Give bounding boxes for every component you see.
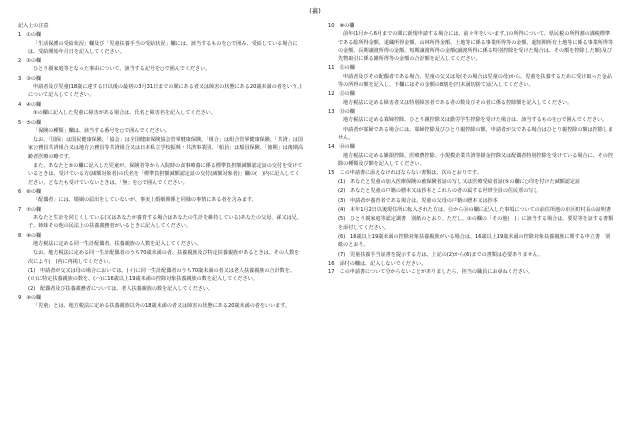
note-subitem-text: ひとり親家庭等認定調書 別紙のとおり。ただし、②の欄の「その他( )」に該当する場合は、要児等を証する書類を添付してください。 (338, 216, 614, 231)
right-items (328, 22, 614, 277)
note-item-heading: 10 ⑩の欄 (328, 23, 355, 29)
notes-title: 記入上の注意 (18, 23, 49, 29)
note-item-heading: 3 ③の欄 (18, 75, 42, 82)
note-subitem (328, 187, 614, 195)
note-paragraph: 前年(1月から6月までの間に新規申請する場合には、前々年をいいます。)の所得について、県民税の所得割の課税標準である総所得金額、退職所得金額、山林所得金額、土地等に係る事業所得等の金額、超短期所有土地等に係る事業所得等の金額、長期譲渡所得の金額、短期譲渡所得の金額(譲渡所得に係る特別控除を受けた場合は、その額を控除した額)及び先物取引に係る雑所得等の金額の合計額を記入してください。 (338, 31, 614, 62)
right-column (328, 22, 614, 277)
note-subitem (328, 178, 614, 186)
note-paragraph: あなたと生計を同じくしている(又はあなたが養育する場合はあなたの生計を維持している)あなたの父母、孫又は兄、子、姉妹その他の民法上の扶養義務者がいるときに記入してください。 (28, 215, 302, 230)
note-subitem-text: 児童扶養手当証書を提示する方は、上記の(2)から(6)までの書類は必要ありません。 (350, 251, 544, 258)
note-item (328, 143, 614, 168)
note-item (18, 57, 304, 74)
note-paragraph: ひとり親家庭等となった事由について、該当する記号を○で囲んでください。 (33, 66, 211, 73)
note-paragraph: 地方税法に定める障害者又は特別障害者である者の数及びその者に係る控除額を記入してください。 (343, 99, 573, 106)
note-item-heading: 6 ⑥の欄 (18, 189, 42, 196)
note-item (328, 108, 614, 142)
note-subitem (328, 215, 614, 232)
note-paragraph: また、あなたと⑤の欄に記入した児童が、保険者等から入院時の食事療養に係る標準負担額減額認定証の交付を受けているときは、受けている方(減額対象者)の氏名を「標準負担額減額認定証の交付(減額対象者)」欄の( )内に記入してください。どなたも受けていないときは、「無」を○で囲んでください。 (28, 163, 303, 186)
note-subitem-number: (6) (338, 234, 346, 241)
note-item (18, 206, 304, 231)
note-subitem-number: (2) (28, 285, 36, 292)
note-subitem (18, 285, 304, 293)
note-subitem-number: (2) (338, 188, 346, 195)
note-subitem-text: 本年1月2日以後現住所に転入された方は、⑫から⑭の欄に記入した事項についての前住所地の市区町村長の証明書 (350, 206, 612, 213)
note-item (18, 232, 304, 293)
note-subitem (328, 197, 614, 205)
note-item (18, 294, 304, 311)
note-item-heading: 14 ⑭の欄 (328, 144, 355, 151)
note-paragraph: 申請者及び児童(18歳に達する日以後の最初の3月31日までの間にある者又は障害の状態にある20歳未満の者をいう。)について記入してください。 (28, 84, 302, 99)
note-subitem (328, 233, 614, 250)
note-item (18, 31, 304, 56)
note-item-heading: 4 ④の欄 (18, 101, 42, 108)
note-item (18, 119, 304, 187)
note-paragraph: 地方税法に定める同一生計配偶者、扶養親族の人数を記入してください。 (33, 240, 202, 247)
note-paragraph: 申請者及びその配偶者である場合、児童の父又は母(その場合は児童の母)から、児童を扶養するために受け取った金品等の所得の額を記入し、下欄にはその金額の8割を(円未満切捨て)記入してください。 (338, 73, 612, 88)
note-paragraph: 申請者が寡婦である場合には、寡婦控除及びひとり親控除の額、申請者が父である場合はひとり親控除の額は控除しません。 (338, 126, 613, 141)
note-item (328, 260, 614, 268)
note-subitem-number: (1) (338, 178, 346, 185)
note-subitem-text: 申請者が養育者である場合は、児童の父母の戸籍の謄本又は抄本 (350, 197, 498, 204)
note-item-heading: 9 ⑨の欄 (18, 295, 42, 302)
note-paragraph: 「生活保護の受給状況」欄及び「児童扶養手当の受給状況」欄には、該当するものを○で囲み、受給している場合には、受給開始年月日を記入してください。 (28, 40, 298, 55)
note-item (328, 64, 614, 89)
note-item-heading: 1 ①の欄 (18, 32, 42, 39)
note-item-heading: 5 ⑤の欄 (18, 119, 42, 126)
note-paragraph: なお、地方税法に定める同一生計配偶者のうち70歳未満の者、扶養親族及び特定扶養親族があるときは、その人数を次により( )内に再掲してください。 (28, 250, 300, 265)
left-items (18, 31, 304, 310)
note-paragraph: 地方税法に定める寡婦控除、ひとり親控除又は勤労学生控除を受けた場合は、該当するものを○で囲んでください。 (343, 117, 608, 124)
note-item-heading: 7 ⑦の欄 (18, 206, 42, 213)
note-subitem-number: (7) (338, 251, 346, 258)
note-item-heading: 11 ⑪の欄 (328, 65, 355, 72)
note-subitem (328, 251, 614, 259)
note-subitem-number: (4) (338, 206, 346, 213)
note-item-heading: 2 ②の欄 (18, 58, 42, 65)
note-subitem-text: あなたと児童の加入医療保険の被保険者証の写し又は医療受給者証(⑤の欄に○印を付けた減額認定証 (350, 178, 581, 185)
note-item (18, 101, 304, 118)
note-paragraph: 「保険の種類」欄は、該当する番号を○で囲んでください。 (33, 127, 170, 134)
note-subitem-number: (1) (28, 268, 36, 275)
note-item (18, 75, 304, 100)
note-subitem-text: 16歳以上19歳未満の控除対象扶養親族がいる場合は、16歳以上19歳未満の控除対象扶養親族に関する申立書 別紙のとおり。 (338, 234, 611, 249)
note-subitem-number: (3) (338, 197, 346, 204)
note-subitem (328, 206, 614, 214)
note-item-heading: 16 添付の欄は、記入しないでください。 (328, 261, 427, 268)
note-subitem-text: 配偶者及び扶養義務者については、老人扶養親族の数を記入してください。 (40, 285, 214, 292)
note-item (328, 169, 614, 259)
note-subitem-number: (5) (338, 216, 346, 223)
note-paragraph: 地方税法に定める雑損控除、医療費控除、小規模企業共済等掛金控除又は配偶者特別控除を受けている場合に、その控除の種類及び額を記入してください。 (338, 152, 613, 167)
note-paragraph: 「配偶者」には、婚姻の届出をしていないが、事実上婚姻関係と同様の事情にある者を含みます。 (33, 197, 257, 204)
note-item (328, 90, 614, 107)
note-item (18, 188, 304, 205)
note-subitem-text: 申請者が父又は母の場合においては、(イ)に同一生計配偶者のうち70歳未満の者又は老人扶養親族の合計数を、(ロ)に特定扶養親族の数を、(ハ)に16歳以上19歳未満の控除対象扶養親族の数を記入してください。 (28, 268, 295, 283)
note-subitem-text: あなたと児童の戸籍の謄本又は抄本とこれらの者の属する世帯全員の住民票の写し (350, 188, 539, 195)
note-item-heading: 8 ⑧の欄 (18, 232, 42, 239)
note-item-heading: 15 この申請書に添えなければならない書類は、次のとおりです。 (328, 170, 482, 177)
note-item-heading: 13 ⑬の欄 (328, 109, 355, 116)
note-subitem (18, 267, 304, 284)
note-item-heading: 17 この申請書について分からないことがありましたら、担当の職員にお尋ねください。 (328, 269, 534, 276)
left-column (18, 22, 304, 312)
note-paragraph: 「児童」とは、地方税法に定める扶養親族以外の18歳未満の者又は障害の状態にある20歳未満の者をいいます。 (33, 303, 291, 310)
note-paragraph: なお、「国保」は国民健康保険、「協会」は全国健康保険協会管掌健康保険、「組合」は組合管掌健康保険、「共済」は国家公務員共済組合又は地方公務員等共済組合又は日本私立学校振興・共済事業団、「船員」は船員保険、「後期」は後期高齢者医療の略です。 (28, 137, 304, 160)
note-item-heading: 12 ⑫の欄 (328, 91, 355, 98)
note-paragraph: ③の欄に記入した児童に障害がある場合は、氏名と障害名を記入してください。 (33, 110, 216, 117)
page-side-label: (裏) (309, 7, 321, 15)
note-item (328, 268, 614, 276)
note-item (328, 22, 614, 63)
